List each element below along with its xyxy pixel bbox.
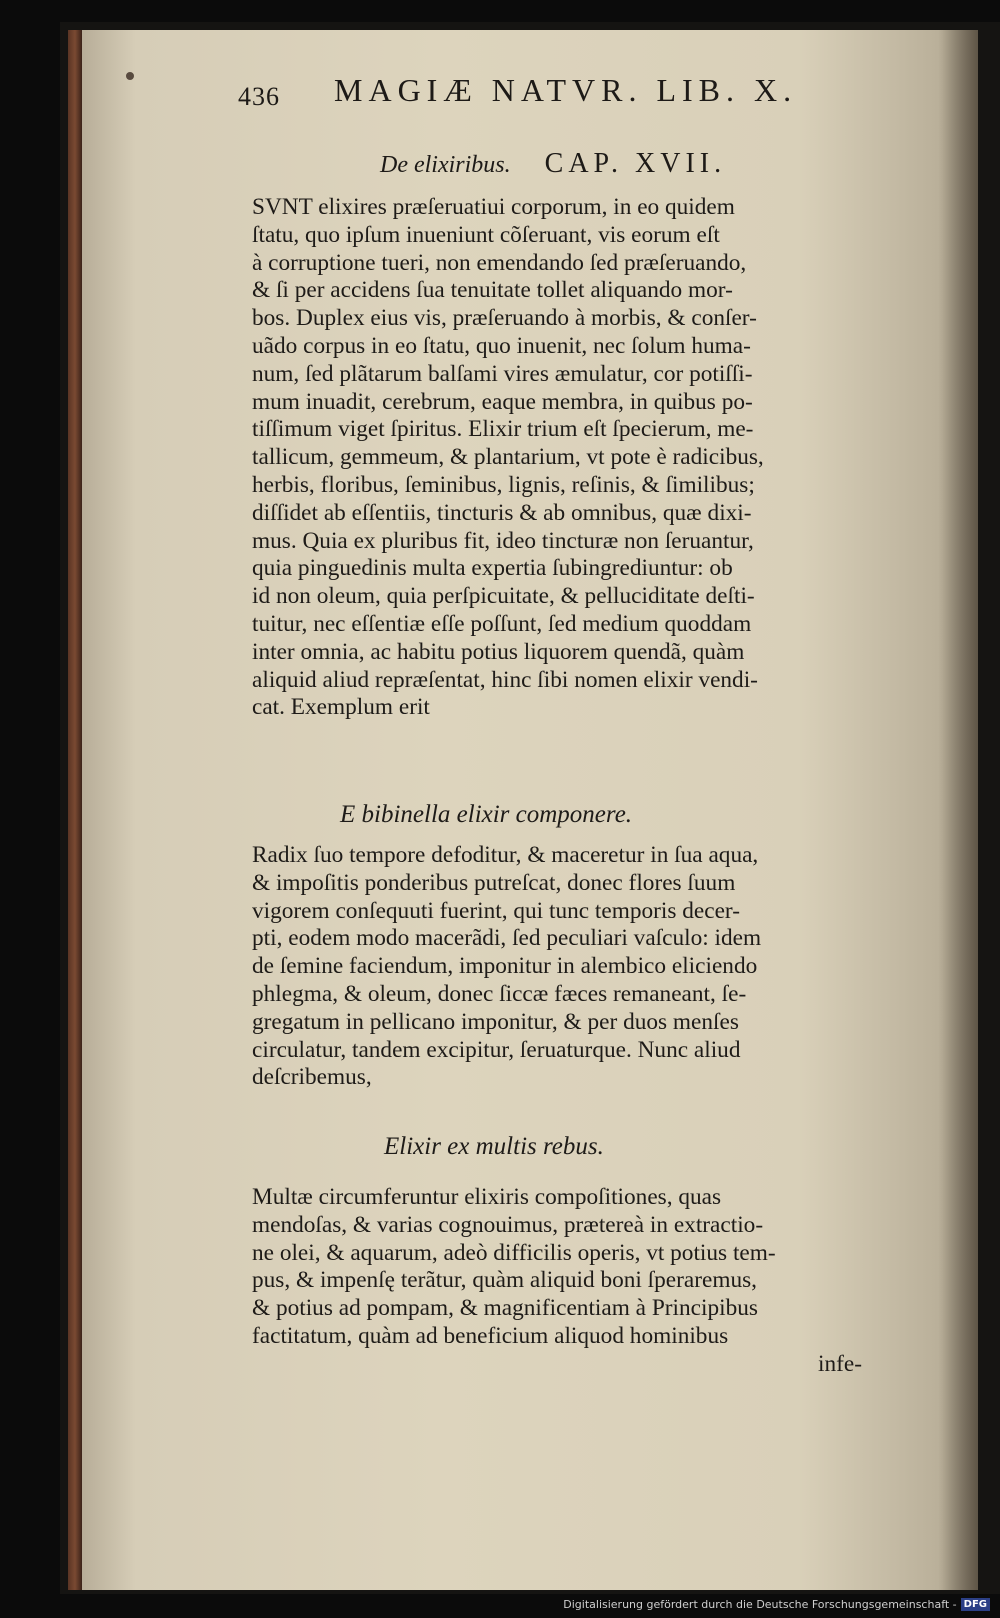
section-heading: E bibinella elixir componere. [340, 801, 633, 828]
text-line: à corruptione tueri, non emendando ſed præſeruando, [252, 249, 747, 276]
text-line: ſtatu, quo ipſum inueniunt cõſeruant, vis eorum eſt [252, 221, 720, 248]
text-line: factitatum, quàm ad beneficium aliquod hominibus [252, 1322, 729, 1349]
text-line: inter omnia, ac habitu potius liquorem quendã, quàm [252, 638, 745, 665]
text-line: gregatum in pellicano imponitur, & per duos menſes [252, 1008, 739, 1035]
text-line: mus. Quia ex pluribus fit, ideo tincturæ non ſeruantur, [252, 527, 754, 554]
book-edge [68, 30, 82, 1590]
text-line: pti, eodem modo macerãdi, ſed peculiari vaſculo: idem [252, 925, 762, 952]
paragraph-3 [252, 1184, 892, 1379]
text-line: Radix ſuo tempore defoditur, & maceretur in ſua aqua, [252, 842, 759, 868]
text-line: mum inuadit, cerebrum, eaque membra, in quibus po- [252, 388, 753, 415]
text-line: herbis, floribus, ſeminibus, lignis, reſinis, & ſimilibus; [252, 471, 755, 498]
dfg-logo: DFG [961, 1598, 990, 1611]
text-line: de ſemine faciendum, imponitur in alembico eliciendo [252, 953, 758, 980]
chapter-title: De elixiribus. [380, 152, 511, 178]
text-line: pus, & impenſę terãtur, quàm aliquid boni ſperaremus, [252, 1267, 758, 1294]
text-line: infe- [818, 1350, 862, 1377]
page-header [238, 72, 878, 112]
text-line: id non oleum, quia perſpicuitate, & pelluciditate deſti- [252, 583, 755, 610]
section-heading: Elixir ex multis rebus. [384, 1133, 604, 1160]
text-line: tiſſimum viget ſpiritus. Elixir trium eſt ſpecierum, me- [252, 416, 754, 443]
credit-text: Digitalisierung gefördert durch die Deutsche Forschungsgemeinschaft - [563, 1598, 957, 1611]
text-line: & impoſitis ponderibus putreſcat, donec flores ſuum [252, 869, 736, 896]
text-line: deſcribemus, [252, 1064, 372, 1091]
text-line: ne olei, & aquarum, adeò difficilis operis, vt potius tem- [252, 1239, 776, 1266]
text-line: diſſidet ab eſſentiis, tincturis & ab omnibus, quæ dixi- [252, 499, 752, 526]
chapter-heading [380, 148, 840, 188]
text-line: bos. Duplex eius vis, præſeruando à morbis, & conſer- [252, 305, 757, 332]
text-line: uãdo corpus in eo ſtatu, quo inuenit, nec ſolum huma- [252, 332, 751, 359]
text-line: tuitur, nec eſſentiæ eſſe poſſunt, ſed medium quoddam [252, 610, 752, 637]
text-line: Multæ circumferuntur elixiris compoſitiones, quas [252, 1184, 722, 1210]
text-line: circulatur, tandem excipitur, ſeruaturque. Nunc aliud [252, 1036, 741, 1063]
text-line: & potius ad pompam, & magnificentiam à Principibus [252, 1295, 758, 1322]
chapter-number: CAP. XVII. [544, 148, 727, 179]
text-line: SVNT elixires præſeruatiui corporum, in eo quidem [252, 194, 735, 220]
text-line: tallicum, gemmeum, & plantarium, vt pote è radicibus, [252, 444, 764, 471]
text-line: mendoſas, & varias cognouimus, prætereà in extractio- [252, 1211, 764, 1238]
text-line: aliquid aliud repræſentat, hinc ſibi nomen elixir vendi- [252, 666, 758, 693]
text-line: quia pinguedinis multa expertia ſubingrediuntur: ob [252, 555, 733, 582]
paragraph-2 [252, 842, 892, 1092]
text-line: phlegma, & oleum, donec ſiccæ fæces remaneant, ſe- [252, 980, 747, 1007]
page-number: 436 [238, 82, 280, 111]
running-head: MAGIÆ NATVR. LIB. X. [334, 72, 798, 108]
section-heading-2 [384, 1132, 1000, 1162]
digitization-credit [563, 1598, 990, 1611]
text-line: & ſi per accidens ſua tenuitate tollet aliquando mor- [252, 277, 733, 304]
text-line: vigorem conſequuti fuerint, qui tunc temporis decer- [252, 897, 740, 924]
section-heading-1 [340, 800, 980, 830]
text-line: num, ſed plãtarum balſami vires æmulatur, cor potiſſi- [252, 360, 753, 387]
ink-speck [126, 72, 134, 80]
paragraph-1 [252, 194, 892, 722]
text-line: cat. Exemplum erit [252, 694, 430, 721]
